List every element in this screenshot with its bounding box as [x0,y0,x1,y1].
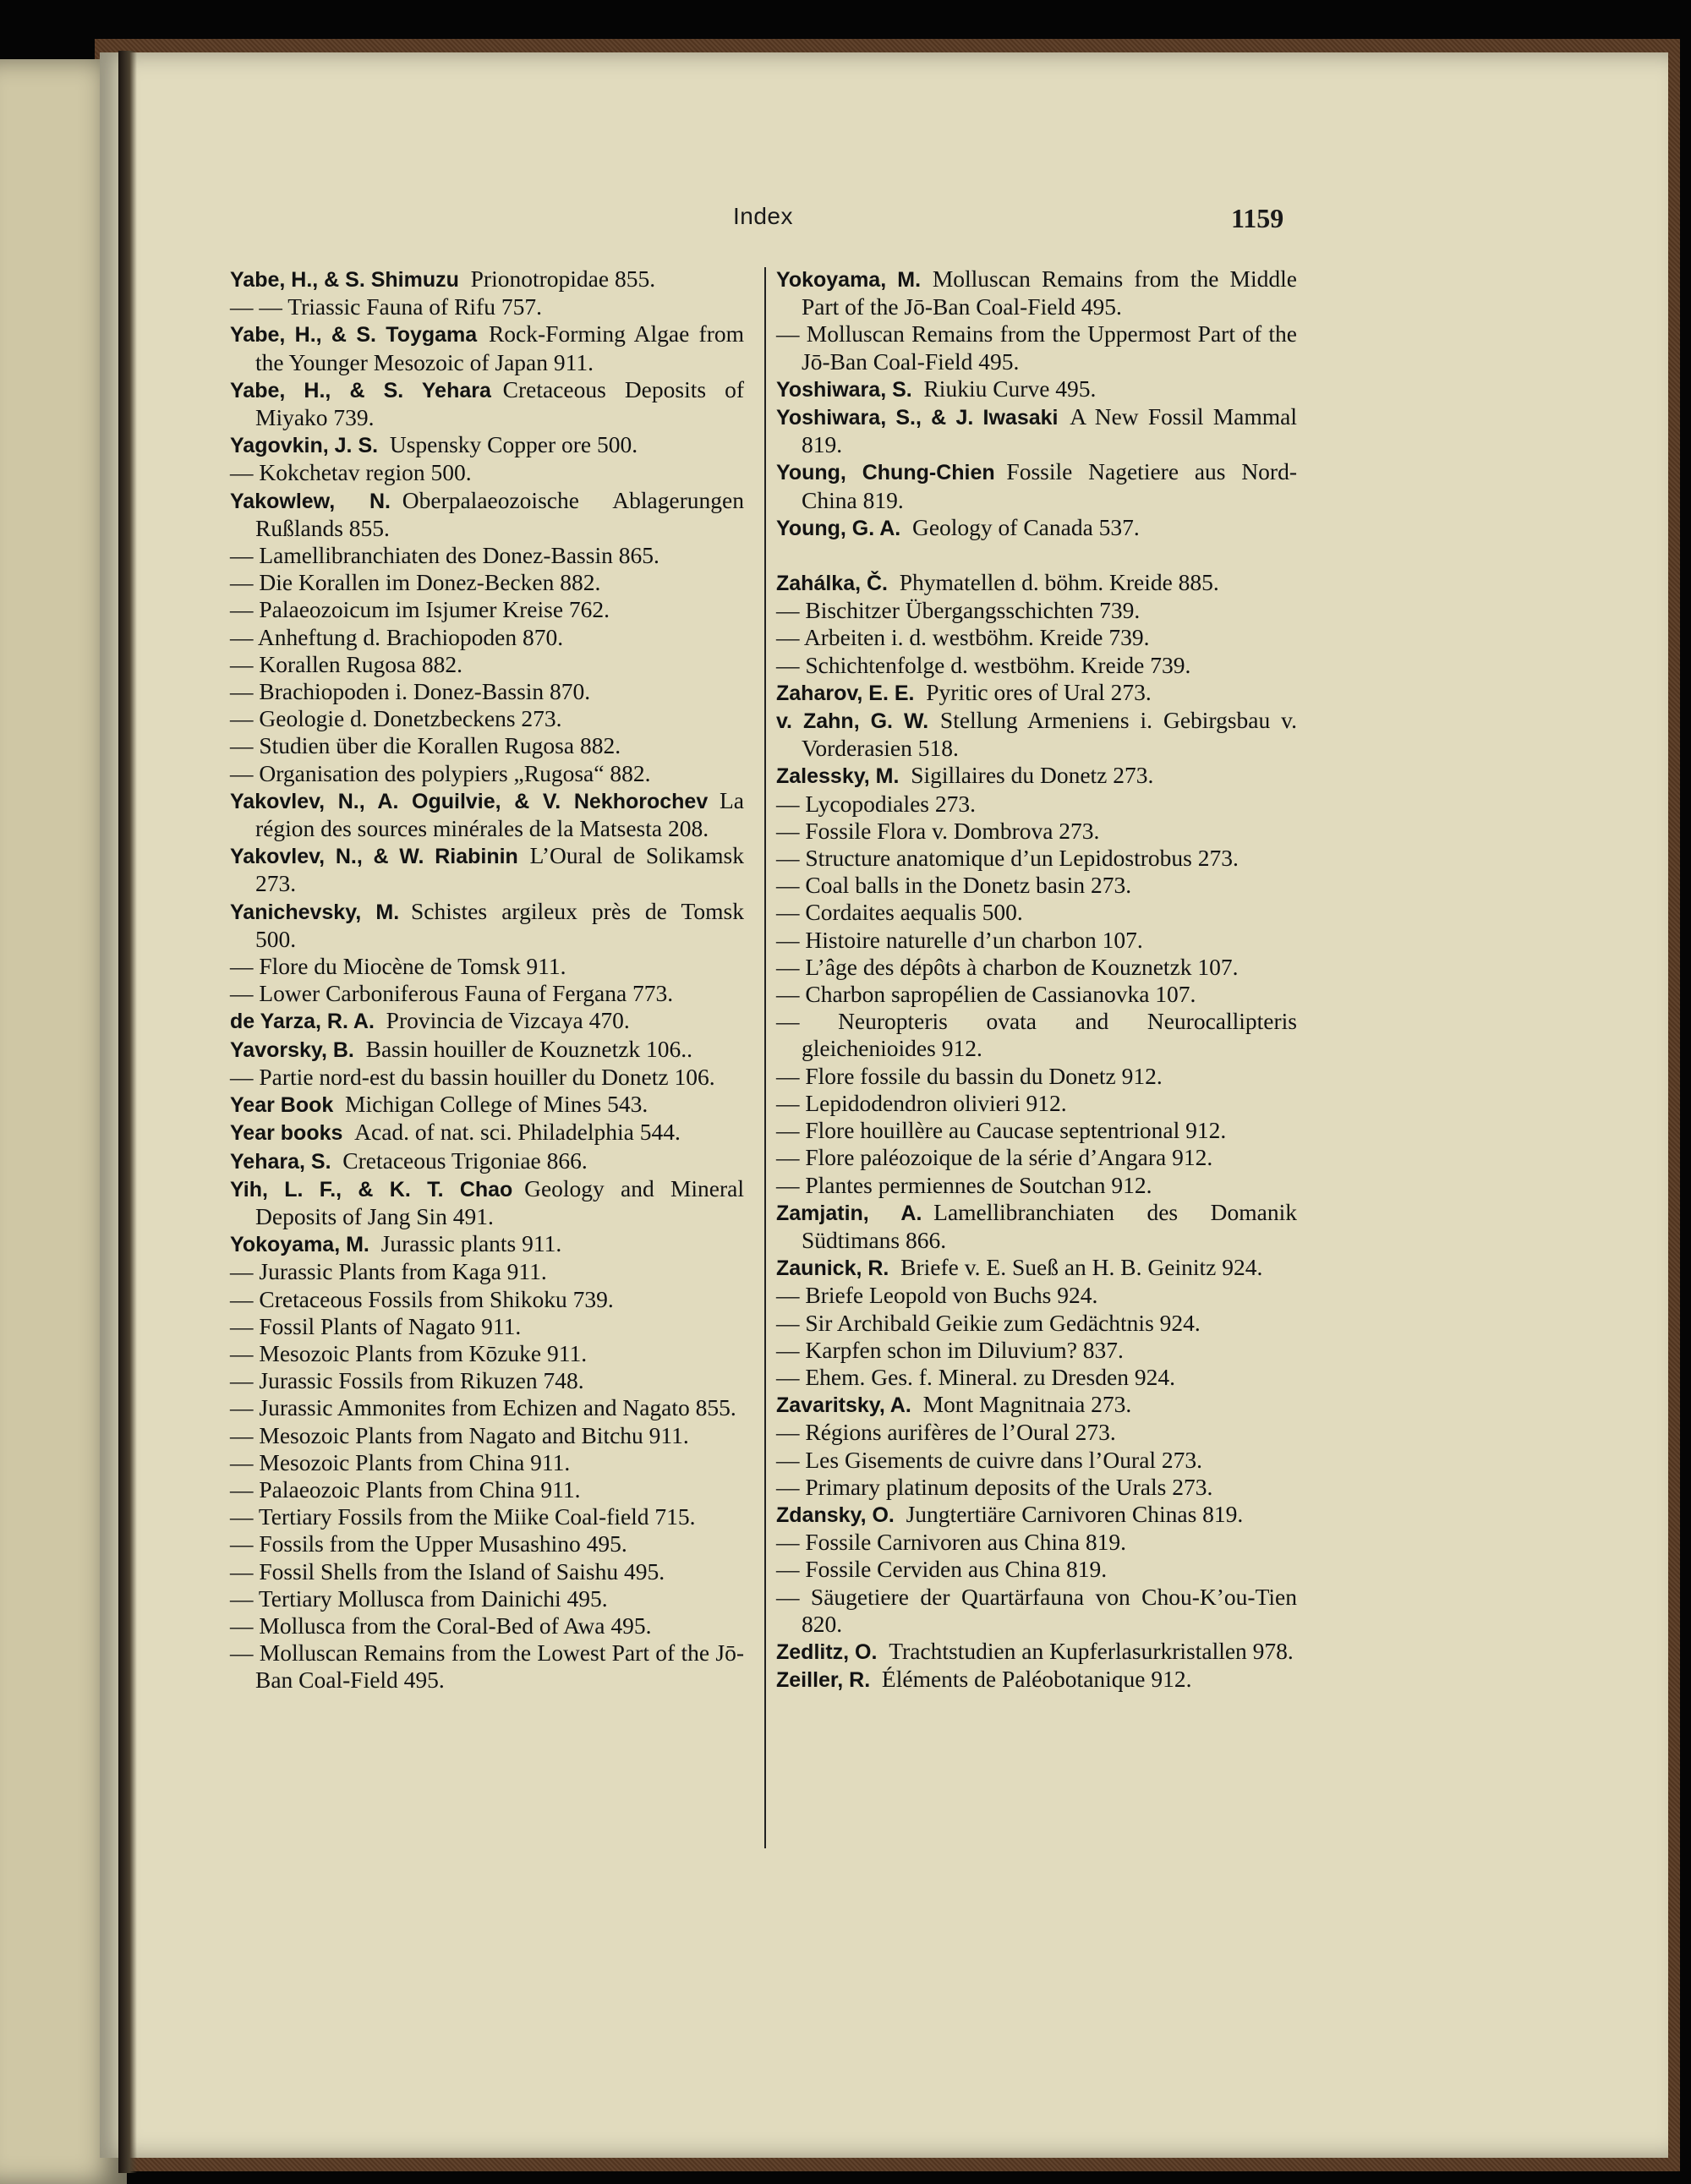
index-entry-title: Geology of Canada 537. [911,513,1140,540]
index-entry-author: Yagovkin, J. S. [230,434,379,458]
index-entry-author: Zeiller, R. [776,1668,871,1693]
index-entry-title: — Histoire naturelle d’un charbon 107. [776,926,1143,953]
index-column-left [230,265,744,1694]
page-gutter [118,51,137,2173]
index-entry-title: — Jurassic Fossils from Rikuzen 748. [230,1367,584,1394]
index-entry [776,679,1297,707]
index-entry [776,1117,1297,1144]
index-entry [230,651,744,678]
index-entry-title: Cretaceous Deposits of Miyako 739. [255,375,744,431]
index-entry [776,1501,1297,1529]
index-entry-title: Bassin houiller de Kouznetzk 106.. [365,1035,693,1062]
index-entry-title: — Studien über die Korallen Rugosa 882. [230,732,621,759]
index-entry-title: Sigillaires du Donetz 273. [911,762,1154,789]
index-entry [230,1585,744,1612]
index-entry [230,1639,744,1694]
index-entry [776,652,1297,679]
index-entry-author: Year Book [230,1093,334,1118]
index-entry [776,1529,1297,1556]
index-entry-title: — Plantes permiennes de Soutchan 912. [776,1171,1152,1198]
index-entry [230,293,744,320]
index-entry-title: Schistes argileux près de Tomsk 500. [255,897,744,952]
index-entry-title: Trachtstudien an Kupferlasurkristallen 978. [889,1637,1294,1664]
index-entry-title: — Mesozoic Plants from China 911. [230,1448,571,1475]
index-entry-title: — Jurassic Plants from Kaga 911. [230,1258,547,1285]
index-entry-title: — Régions aurifères de l’Oural 273. [776,1419,1116,1446]
index-entry [776,845,1297,872]
index-entry-title: — Structure anatomique d’un Lepidostrobus 273. [776,845,1239,872]
index-entry [230,1422,744,1449]
index-entry [776,981,1297,1008]
index-entry-title: Stellung Armeniens i. Gebirgsbau v. Vorderasien 518. [802,707,1297,762]
index-entry [776,1144,1297,1171]
index-entry-author: Yakovlev, N., & W. Riabinin [230,845,518,869]
index-entry-title: — Sir Archibald Geikie zum Gedächtnis 924. [776,1309,1201,1336]
index-entry [230,1258,744,1285]
index-entry-title: — Neuropteris ovata and Neurocallipteris gleichenioides 912. [776,1008,1297,1062]
index-entry-title: — Kokchetav region 500. [230,459,472,486]
index-entry-author: Young, Chung-Chien [776,461,995,485]
index-entry-title: — Lepidodendron olivieri 912. [776,1089,1067,1116]
index-entry [776,1254,1297,1282]
index-entry [776,1391,1297,1419]
index-entry-title: — Mesozoic Plants from Kōzuke 911. [230,1339,588,1366]
index-entry-title: — Anheftung d. Brachiopoden 870. [230,623,564,650]
index-entry [776,1447,1297,1474]
index-entry-author: Year books [230,1121,343,1146]
index-entry-title: — Cretaceous Fossils from Shikoku 739. [230,1285,614,1312]
index-entry [776,818,1297,845]
index-entry-title: — Briefe Leopold von Buchs 924. [776,1282,1098,1309]
index-entry [776,569,1297,597]
index-entry [776,320,1297,375]
index-entry [776,762,1297,790]
index-entry [230,1147,744,1175]
index-entry [230,1230,744,1258]
index-entry-title: Provincia de Vizcaya 470. [386,1007,630,1034]
index-entry-title: Fossile Nagetiere aus Nord-China 819. [802,458,1297,513]
index-entry [230,1449,744,1476]
index-entry-title: — Die Korallen im Donez-Becken 882. [230,569,601,596]
index-entry-author: Yabe, H., & S. Yehara [230,378,491,402]
index-entry [230,1119,744,1147]
index-entry [230,596,744,623]
index-entry-author: Zavaritsky, A. [776,1393,911,1418]
index-entry-title: — Brachiopoden i. Donez-Bassin 870. [230,678,591,705]
index-entry [230,898,744,953]
index-entry-title: Prionotropidae 855. [470,265,656,292]
index-entry-title: — Charbon sapropélien de Cassianovka 107. [776,981,1196,1008]
index-entry [776,403,1297,458]
index-entry [776,1638,1297,1666]
index-entry-title: — Korallen Rugosa 882. [230,650,462,677]
index-entry [230,624,744,651]
index-entry-title: — — Triassic Fauna of Rifu 757. [230,293,542,320]
index-entry-title: — Ehem. Ges. f. Mineral. zu Dresden 924. [776,1363,1175,1390]
index-entry-author: Yokoyama, M. [776,268,922,292]
index-entry [776,624,1297,651]
index-entry [230,980,744,1007]
index-entry [230,431,744,459]
index-entry [776,458,1297,513]
index-entry-title: — Cordaites aequalis 500. [776,899,1023,926]
index-entry-title: — Lycopodiales 273. [776,790,977,817]
index-entry [230,760,744,787]
index-entry-title: A New Fossil Mammal 819. [802,403,1297,458]
page-number: 1159 [1231,203,1284,233]
index-entry [230,1530,744,1557]
index-entry-title: — Jurassic Ammonites from Echizen and Nagato 855. [230,1394,736,1421]
index-entry-title: — Palaeozoicum im Isjumer Kreise 762. [230,596,610,623]
index-entry [776,927,1297,954]
index-entry-title: — Lamellibranchiaten des Donez-Bassin 865. [230,542,659,569]
index-entry-title: — Fossile Carnivoren aus China 819. [776,1529,1126,1556]
index-entry-author: de Yarza, R. A. [230,1010,375,1034]
index-entry-author: Zalessky, M. [776,764,900,789]
index-entry-title: — Mollusca from the Coral-Bed of Awa 495. [230,1612,652,1639]
index-entry-title: Molluscan Remains from the Middle Part of the Jō-Ban Coal-Field 495. [802,265,1297,320]
index-entry [776,1172,1297,1199]
index-entry [776,514,1297,542]
column-divider [764,267,766,1848]
index-entry-title: — Fossile Flora v. Dombrova 273. [776,817,1100,844]
index-entry-title: — Karpfen schon im Diluvium? 837. [776,1336,1124,1363]
index-entry [230,542,744,569]
index-entry-title: Jungtertiäre Carnivoren Chinas 819. [906,1500,1244,1527]
index-entry [776,1666,1297,1694]
index-entry [230,1476,744,1503]
index-entry [230,1064,744,1091]
index-entry-title: — Fossil Plants of Nagato 911. [230,1312,522,1339]
index-entry [776,597,1297,624]
index-entry-title: Lamellibranchiaten des Domanik Südtimans 866. [802,1198,1297,1253]
index-entry-author: Yakowlew, N. [230,489,391,513]
index-entry-title: — Arbeiten i. d. westböhm. Kreide 739. [776,624,1150,651]
index-entry [230,953,744,980]
index-entry [776,872,1297,899]
index-entry-title: — Primary platinum deposits of the Urals 273. [776,1473,1213,1500]
index-entry [230,320,744,375]
index-entry [230,1175,744,1230]
index-entry-title: Phymatellen d. böhm. Kreide 885. [899,569,1219,596]
index-entry-title: Acad. of nat. sci. Philadelphia 544. [354,1119,681,1146]
index-entry-title: — Organisation des polypiers „Rugosa“ 882. [230,759,651,786]
index-section-gap [776,542,1297,569]
index-entry [230,842,744,897]
index-entry [230,1558,744,1585]
index-entry [776,265,1297,320]
index-entry [230,1091,744,1119]
index-column-right [776,265,1297,1694]
index-entry-title: — Flore du Miocène de Tomsk 911. [230,953,566,980]
index-entry-author: Yavorsky, B. [230,1037,354,1062]
index-entry-author: Young, G. A. [776,516,901,540]
index-entry-author: Yoshiwara, S. [776,377,912,402]
index-entry-author: Yabe, H., & S. Toygama [230,323,478,348]
index-entry-title: L’Oural de Solikamsk 273. [255,842,744,897]
index-entry-title: — Coal balls in the Donetz basin 273. [776,872,1132,899]
index-entry [230,265,744,293]
index-entry [230,1394,744,1421]
index-entry-title: Mont Magnitnaia 273. [922,1391,1132,1418]
index-entry-title: — Tertiary Mollusca from Dainichi 495. [230,1585,608,1612]
index-entry-author: Zaunick, R. [776,1256,889,1281]
index-entry-title: — Flore paléozoique de la série d’Angara 912. [776,1144,1213,1171]
index-entry-title: — Säugetiere der Quartärfauna von Chou-K’ou-Tien 820. [776,1583,1297,1637]
index-entry [776,899,1297,926]
index-entry [230,787,744,842]
index-entry-author: Zaharov, E. E. [776,681,915,705]
index-entry-author: Yokoyama, M. [230,1233,369,1257]
index-entry [230,1313,744,1340]
index-entry [230,1612,744,1639]
index-entry-title: Jurassic plants 911. [380,1230,562,1257]
index-entry-author: Zamjatin, A. [776,1201,922,1225]
index-entry [230,1503,744,1530]
index-entry-title: — Schichtenfolge d. westböhm. Kreide 739. [776,651,1191,678]
index-entry-title: Pyritic ores of Ural 273. [926,678,1152,705]
index-entry [776,1090,1297,1117]
index-entry-title: Cretaceous Trigoniae 866. [342,1147,588,1174]
index-entry-title: — Les Gisements de cuivre dans l’Oural 273. [776,1446,1203,1473]
index-entry-author: Yih, L. F., & K. T. Chao [230,1177,513,1201]
index-entry-title: — Palaeozoic Plants from China 911. [230,1475,581,1503]
index-entry [776,1419,1297,1446]
index-entry-title: — Flore fossile du bassin du Donetz 912. [776,1062,1163,1089]
index-entry-title: Briefe v. E. Sueß an H. B. Geinitz 924. [900,1254,1263,1281]
index-entry-title: Éléments de Paléobotanique 912. [881,1666,1192,1693]
index-entry-author: Yehara, S. [230,1149,331,1174]
index-entry-title: — Fossile Cerviden aus China 819. [776,1556,1108,1583]
index-entry [230,732,744,759]
index-entry-title: — Bischitzer Übergangsschichten 739. [776,597,1141,624]
index-entry [230,487,744,542]
index-entry-author: Zdansky, O. [776,1503,895,1527]
index-entry [230,1036,744,1064]
index-entry [230,459,744,486]
index-entry [776,1474,1297,1501]
index-entry [776,1364,1297,1391]
index-entry-title: — Flore houillère au Caucase septentrional 912. [776,1117,1227,1144]
index-entry [776,1556,1297,1583]
index-entry [230,1367,744,1394]
index-entry [230,678,744,705]
index-entry-author: Yanichevsky, M. [230,900,400,924]
index-entry-author: Yoshiwara, S., & J. Iwasaki [776,406,1059,430]
index-entry-author: v. Zahn, G. W. [776,709,929,734]
index-entry-title: — Molluscan Remains from the Uppermost Part of the Jō-Ban Coal-Field 495. [776,320,1297,375]
index-entry [776,375,1297,403]
index-entry-title: Uspensky Copper ore 500. [389,431,638,458]
index-entry [776,791,1297,818]
index-entry-author: Zedlitz, O. [776,1639,878,1664]
index-entry-author: Yakovlev, N., A. Oguilvie, & V. Nekhorochev [230,789,709,813]
index-entry [776,954,1297,981]
index-entry [776,1310,1297,1337]
index-entry [230,1340,744,1367]
index-entry-title: — L’âge des dépôts à charbon de Kouznetzk 107. [776,953,1239,980]
index-entry [776,1584,1297,1638]
index-entry [230,376,744,431]
index-entry-title: La région des sources minérales de la Matsesta 208. [255,786,744,842]
index-entry [230,569,744,596]
index-entry-title: Geology and Mineral Deposits of Jang Sin 491. [255,1174,744,1229]
index-entry-title: — Lower Carboniferous Fauna of Fergana 773. [230,980,674,1007]
running-head-title: Index [733,203,793,229]
index-entry [230,1007,744,1035]
index-entry [776,1008,1297,1062]
index-entry [776,1337,1297,1364]
index-entry [230,1286,744,1313]
index-entry-title: — Fossil Shells from the Island of Saishu 495. [230,1557,665,1585]
index-entry [776,1063,1297,1090]
index-entry-title: — Mesozoic Plants from Nagato and Bitchu 911. [230,1421,689,1448]
index-entry-title: — Fossils from the Upper Musashino 495. [230,1530,627,1557]
index-entry-title: Oberpalaeozoische Ablagerungen Rußlands 855. [255,486,744,541]
index-entry [776,1199,1297,1254]
index-entry-title: — Partie nord-est du bassin houiller du Donetz 106. [230,1063,715,1090]
index-entry-title: — Geologie d. Donetzbeckens 273. [230,705,562,732]
index-entry-title: Riukiu Curve 495. [923,375,1097,402]
index-entry-title: — Molluscan Remains from the Lowest Part of the Jō-Ban Coal-Field 495. [230,1639,744,1694]
index-entry [230,705,744,732]
index-entry-title: Rock-Forming Algae from the Younger Mesozoic of Japan 911. [255,320,745,375]
index-entry [776,707,1297,762]
index-entry-author: Yabe, H., & S. Shimuzu [230,268,459,292]
index-entry-title: — Tertiary Fossils from the Miike Coal-field 715. [230,1503,696,1530]
index-entry [776,1282,1297,1309]
index-entry-author: Zahálka, Č. [776,572,888,596]
index-entry-title: Michigan College of Mines 543. [345,1091,648,1118]
